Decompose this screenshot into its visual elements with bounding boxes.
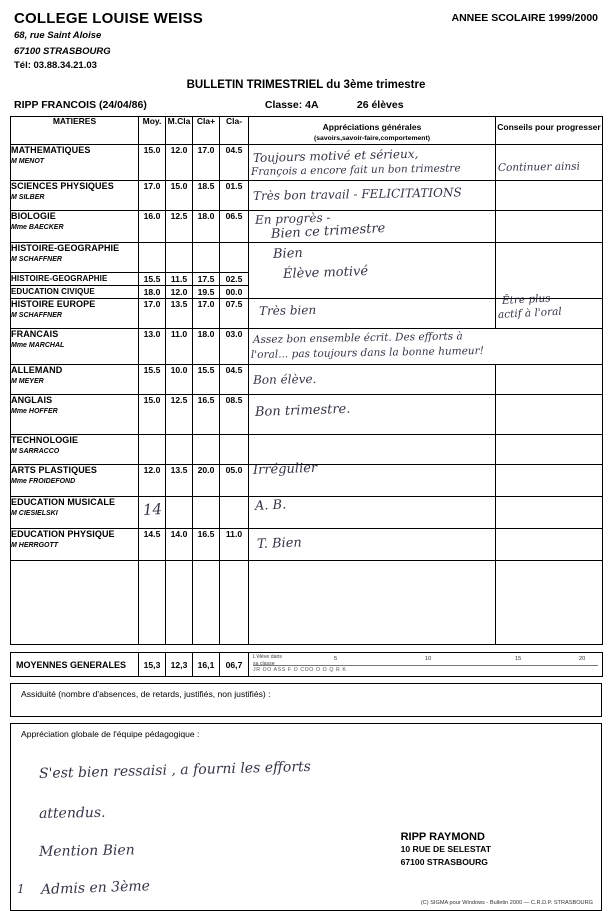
moyennes-cla-plus: 16,1 [193,653,220,677]
cell-mcla: 14.0 [166,529,193,561]
assiduite-label: Assiduité (nombre d'absences, de retards, justifiés, non justifiés) : [21,689,271,700]
subject-name: BIOLOGIE [11,211,56,222]
handwriting-global-line4: Admis en 3ème [40,878,151,899]
subject-teacher: Mme MARCHAL [11,342,65,349]
handwriting-conseil-line2: actif à l'oral [497,305,562,322]
table-row [11,145,603,181]
cell-appreciation [249,435,496,465]
cell-conseil [496,497,603,529]
cell-cla-minus [220,435,249,465]
cell-cla-plus: 16.5 [193,529,220,561]
subject-name: EDUCATION PHYSIQUE [11,529,115,540]
cell-appreciation [249,299,496,329]
scale-tick-15: 15 [515,656,522,663]
handwriting-appreciation-line2: Bien ce trimestre [270,221,386,243]
col-cla-plus: Cla+ [193,116,220,144]
subject-teacher: M CIESIELSKI [11,510,58,517]
subject-name: HISTOIRE-GEOGRAPHIE [11,243,120,254]
cell-cla-plus: 17.0 [193,145,220,181]
scale-note-line1: L'élève dans [253,654,282,661]
subject-name: ANGLAIS [11,395,53,406]
col-conseils [496,116,603,144]
moyennes-label: MOYENNES GENERALES [11,653,139,677]
cell-appreciation [249,211,496,243]
handwriting-appreciation-line2: l'oral... pas toujours dans la bonne humeur! [250,345,484,362]
scale-note-line2: sa classe [253,660,275,667]
handwriting-appreciation-line1: Assez bon ensemble écrit. Des efforts à [252,330,463,347]
cell-conseil [496,465,603,497]
table-row [11,243,603,273]
scale-tick-20: 20 [579,656,586,663]
row-subject-cell [11,435,139,465]
cell-empty [220,561,249,645]
school-block [14,10,203,73]
row-subject-cell [11,329,139,365]
col-matieres: MATIERES [11,116,139,144]
subject-teacher: M MENOT [11,157,45,165]
subject-teacher: M SILBER [11,193,45,201]
handwriting-global-line3: Mention Bien [38,842,135,861]
cell-appreciation [249,529,496,561]
student-class: Classe: 4A [264,98,319,111]
cell-cla-minus: 04.5 [220,365,249,395]
cell-appreciation [249,395,496,435]
col-appreciations [249,116,496,144]
table-row [11,181,603,211]
handwriting-moyenne: 14 [142,500,163,520]
subject-teacher: M SARRACCO [11,448,60,455]
row-subject-cell [11,285,139,299]
cell-cla-plus: 19.5 [193,285,220,299]
subject-teacher: M SCHAFFNER [11,312,62,319]
cell-conseil [496,181,603,211]
cell-conseil [496,292,603,329]
col-appreciations-title: Appréciations générales [322,121,422,132]
row-subject-cell [11,529,139,561]
cell-cla-minus: 03.0 [220,329,249,365]
row-subject-cell [11,181,139,211]
scale-axis-line [253,665,598,666]
cell-mcla: 11.5 [166,273,193,286]
cell-mcla: 13.5 [166,299,193,329]
handwriting-appreciation-line1: Irrégulier [252,460,318,479]
cell-conseil [496,243,603,299]
subject-name: ALLEMAND [11,365,63,376]
cell-appreciation [249,460,496,497]
handwriting-appreciation-line1: Très bien [258,303,317,319]
cell-mcla: 12.5 [166,211,193,243]
moyennes-generales-table [10,652,603,677]
moyennes-row [11,653,603,677]
cell-appreciation [249,181,496,211]
school-address-line2: 67100 STRASBOURG [14,46,111,58]
handwriting-conseil: Continuer ainsi [497,160,581,175]
cell-cla-minus: 00.0 [220,285,249,299]
cell-mcla: 10.0 [166,365,193,395]
cell-cla-minus: 04.5 [220,145,249,181]
cell-cla-minus: 01.5 [220,181,249,211]
row-subject-cell [11,365,139,395]
cell-moy: 17.0 [139,299,166,329]
cell-mcla [166,243,193,273]
appreciation-globale-box [10,723,602,911]
handwriting-appreciation-line2: François a encore fait un bon trimestre [250,162,461,179]
bulletin-title: BULLETIN TRIMESTRIEL du 3ème trimestre [186,78,426,91]
handwriting-appreciation-line1: A. B. [254,497,287,515]
cell-cla-minus: 08.5 [220,395,249,435]
cell-cla-minus [220,243,249,273]
cell-cla-plus: 15.5 [193,365,220,395]
handwriting-appreciation-line1: Très bon travail - FELICITATIONS [252,185,462,204]
cell-moy: 13.0 [139,329,166,365]
appreciation-globale-label: Appréciation globale de l'équipe pédagogique : [21,729,200,740]
cell-mcla [166,497,193,529]
scale-blurred-marks: JR OO ASS F O COO O O Q R K [253,667,347,674]
moyennes-moy: 15,3 [139,653,166,677]
cell-mcla: 12.0 [166,285,193,299]
cell-empty [249,561,496,645]
handwriting-appreciation-line1: Bon trimestre. [254,401,351,421]
cell-mcla: 11.0 [166,329,193,365]
handwriting-appreciation-line1: Toujours motivé et sérieux, [252,146,419,166]
student-info-row [10,99,602,111]
scale-tick-5: 5 [334,656,338,663]
class-position-scale [249,653,603,677]
cell-moy [139,435,166,465]
col-conseils-title: Conseils pour progresser [497,121,601,132]
cell-cla-plus [193,497,220,529]
subject-name: HISTOIRE-GEOGRAPHIE [11,274,108,284]
cell-conseil [496,529,603,561]
table-row [11,299,603,329]
handwriting-appreciation-line2: Élève motivé [282,264,369,283]
handwriting-global-line1: S'est bien ressaisi , a fourni les efforts [38,759,312,783]
document-header [10,8,602,73]
col-moy: Moy. [139,116,166,144]
cell-empty [193,561,220,645]
cell-appreciation [249,329,603,365]
subject-name: TECHNOLOGIE [11,435,79,446]
row-subject-cell [11,497,139,529]
school-name: COLLEGE LOUISE WEISS [14,10,204,27]
cell-empty [139,561,166,645]
row-subject-cell [11,299,139,329]
cell-conseil [496,145,603,181]
cell-mcla: 13.5 [166,465,193,497]
table-row [11,395,603,435]
cell-moy: 15.5 [139,365,166,395]
school-year: ANNEE SCOLAIRE 1999/2000 [451,12,598,24]
recipient-address-line1: 10 RUE DE SELESTAT [400,844,491,855]
cell-cla-plus: 20.0 [193,465,220,497]
cell-empty [166,561,193,645]
table-row [11,211,603,243]
cell-appreciation [249,145,496,181]
row-subject-cell [11,465,139,497]
recipient-address-line2: 67100 STRASBOURG [400,856,488,867]
row-subject-cell [11,211,139,243]
cell-cla-minus: 06.5 [220,211,249,243]
cell-conseil [496,365,603,395]
handwriting-appreciation-line1: En progrès - [254,210,331,228]
cell-cla-plus: 18.0 [193,329,220,365]
subject-teacher: Mme FROIDEFOND [11,478,76,485]
cell-empty [496,561,603,645]
cell-appreciation [249,497,496,529]
cell-moy: 12.0 [139,465,166,497]
subject-teacher: M SCHAFFNER [11,255,62,263]
cell-appreciation [249,365,496,395]
grades-body [11,145,603,645]
table-row [11,529,603,561]
cell-appreciation [249,243,496,299]
cell-conseil [496,211,603,243]
subject-name: EDUCATION CIVIQUE [11,286,95,296]
col-mcla: M.Cla [166,116,193,144]
table-row [11,561,603,645]
table-row [11,465,603,497]
cell-cla-minus: 02.5 [220,273,249,286]
cell-conseil [496,395,603,435]
cell-mcla: 12.5 [166,395,193,435]
row-subject-cell [11,145,139,181]
row-subject-cell [11,395,139,435]
cell-cla-minus: 05.0 [220,465,249,497]
cell-cla-minus: 11.0 [220,529,249,561]
cell-cla-plus [193,243,220,273]
cell-mcla: 12.0 [166,145,193,181]
cell-cla-plus [193,435,220,465]
table-header-row [11,116,603,144]
class-size: 26 élèves [356,98,404,111]
cell-cla-plus: 18.5 [193,181,220,211]
cell-cla-plus: 17.5 [193,273,220,286]
cell-mcla: 15.0 [166,181,193,211]
cell-cla-plus: 17.0 [193,299,220,329]
row-subject-cell [11,273,139,286]
subject-name: FRANCAIS [11,329,59,340]
subject-name: EDUCATION MUSICALE [11,497,116,508]
moyennes-mcla: 12,3 [166,653,193,677]
handwriting-appreciation-line1: T. Bien [256,535,303,553]
subject-teacher: M MEYER [11,378,44,385]
scale-tick-10: 10 [425,656,432,663]
moyennes-cla-minus: 06,7 [220,653,249,677]
col-cla-minus: Cla- [220,116,249,144]
student-name: RIPP FRANCOIS (24/04/86) [14,98,147,111]
subject-teacher: Mme HOFFER [11,408,58,415]
cell-conseil [496,435,603,465]
cell-moy: 17.0 [139,181,166,211]
col-appreciations-sub: (savoirs,savoir-faire,comportement) [314,134,430,142]
row-subject-cell [11,243,139,273]
cell-empty [11,561,139,645]
table-row [11,329,603,365]
cell-cla-minus: 07.5 [220,299,249,329]
subject-name: HISTOIRE EUROPE [11,299,96,310]
handwriting-conseil-line1: Être plus [501,292,551,308]
grades-table [10,116,603,646]
cell-moy: 15.0 [139,395,166,435]
recipient-name: RIPP RAYMOND [400,831,485,844]
assiduite-box [10,683,602,717]
subject-name: SCIENCES PHYSIQUES [11,181,114,192]
handwriting-appreciation-line1: Bien [272,245,304,263]
cell-cla-minus [220,497,249,529]
cell-moy: 15.5 [139,273,166,286]
cell-moy: 15.0 [139,145,166,181]
cell-cla-plus: 18.0 [193,211,220,243]
handwriting-global-line2: attendus. [38,805,106,823]
school-telephone: Tél: 03.88.34.21.03 [14,59,97,71]
handwriting-appreciation-line1: Bon élève. [252,372,317,388]
table-row [11,497,603,529]
subject-teacher: Mme BAECKER [11,223,64,231]
cell-mcla [166,435,193,465]
cell-moy [139,243,166,273]
subject-teacher: M HERRGOTT [11,542,59,549]
cell-moy: 18.0 [139,285,166,299]
handwriting-global-margin-mark: 1 [17,882,25,897]
subject-name: ARTS PLASTIQUES [11,465,98,476]
cell-moy: 16.0 [139,211,166,243]
recipient-address-block [401,831,491,868]
cell-moy [139,497,166,529]
school-address-line1: 68, rue Saint Aloise [14,30,102,42]
cell-cla-plus: 16.5 [193,395,220,435]
table-row [11,365,603,395]
cell-moy: 14.5 [139,529,166,561]
footer-credit: (C) SIGMA pour Windows - Bulletin 2000 — C.R.D.P. STRASBOURG [420,900,593,907]
subject-name: MATHEMATIQUES [11,145,91,156]
